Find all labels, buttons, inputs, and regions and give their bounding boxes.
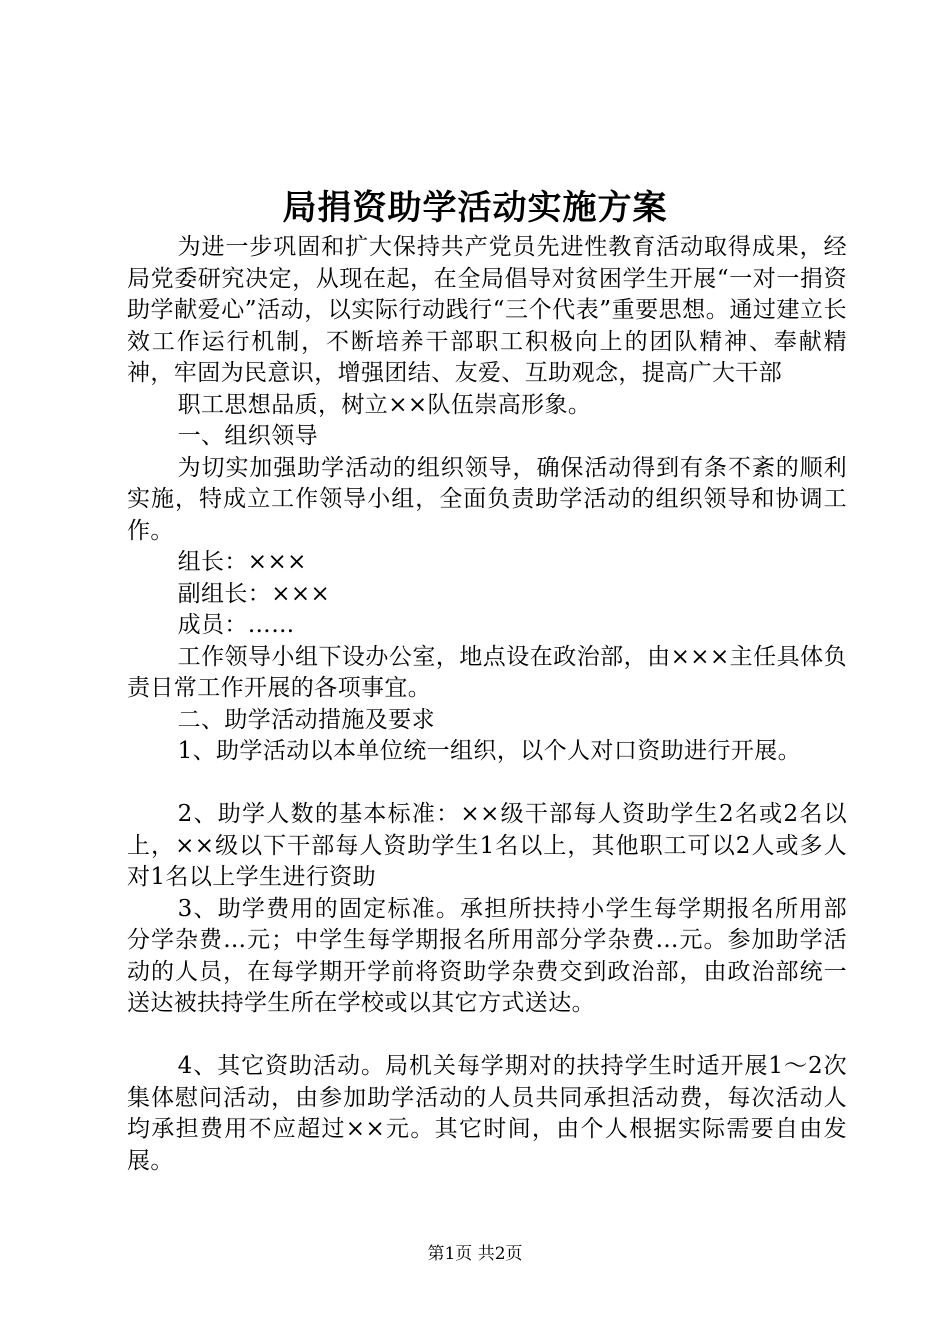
deputy-leader-line: 副组长：×××	[177, 580, 331, 607]
page-indicator: 第1页 共2页	[427, 1244, 523, 1264]
measure-item-3: 3、助学费用的固定标准。承担所扶持小学生每学期报名所用部分学杂费…元；中学生每学期报名所用部分学杂费…元。参加助学活动的人员，在每学期开学前将资助学杂费交到政治部，由政治部统一送达被扶持学生所在学校或以其它方式送达。	[127, 895, 847, 1016]
intro-paragraph-continued: 职工思想品质，树立××队伍崇高形象。	[177, 391, 592, 418]
document-body	[127, 232, 847, 1177]
members-line: 成员：……	[177, 612, 295, 638]
group-leader-line: 组长：×××	[177, 549, 307, 575]
organization-paragraph: 为切实加强助学活动的组织领导，确保活动得到有条不紊的顺利实施，特成立工作领导小组，全面负责助学活动的组织领导和协调工作。	[127, 454, 847, 544]
intro-paragraph: 为进一步巩固和扩大保持共产党员先进性教育活动取得成果，经局党委研究决定，从现在起，在全局倡导对贫困学生开展“一对一捐资助学献爱心”活动，以实际行动践行“三个代表”重要思想。通过建立长效工作运行机制，不断培养干部职工积极向上的团队精神、奉献精神，牢固为民意识，增强团结、友爱、互助观念，提高广大干部	[127, 234, 847, 386]
section-heading-organization: 一、组织领导	[177, 423, 318, 449]
measure-item-4: 4、其它资助活动。局机关每学期对的扶持学生时适开展1～2次集体慰问活动，由参加助学活动的人员共同承担活动费，每次活动人均承担费用不应超过××元。其它时间，由个人根据实际需要自由发展。	[127, 1053, 847, 1174]
measure-item-1: 1、助学活动以本单位统一组织，以个人对口资助进行开展。	[177, 738, 802, 764]
measure-item-2: 2、助学人数的基本标准：××级干部每人资助学生2名或2名以上，××级以下干部每人资助学生1名以上，其他职工可以2人或多人对1名以上学生进行资助	[127, 801, 847, 890]
section-heading-measures: 二、助学活动措施及要求	[177, 706, 435, 733]
office-paragraph: 工作领导小组下设办公室，地点设在政治部，由×××主任具体负责日常工作开展的各项事宜。	[127, 643, 847, 701]
document-title: 局捐资助学活动实施方案	[282, 188, 668, 228]
